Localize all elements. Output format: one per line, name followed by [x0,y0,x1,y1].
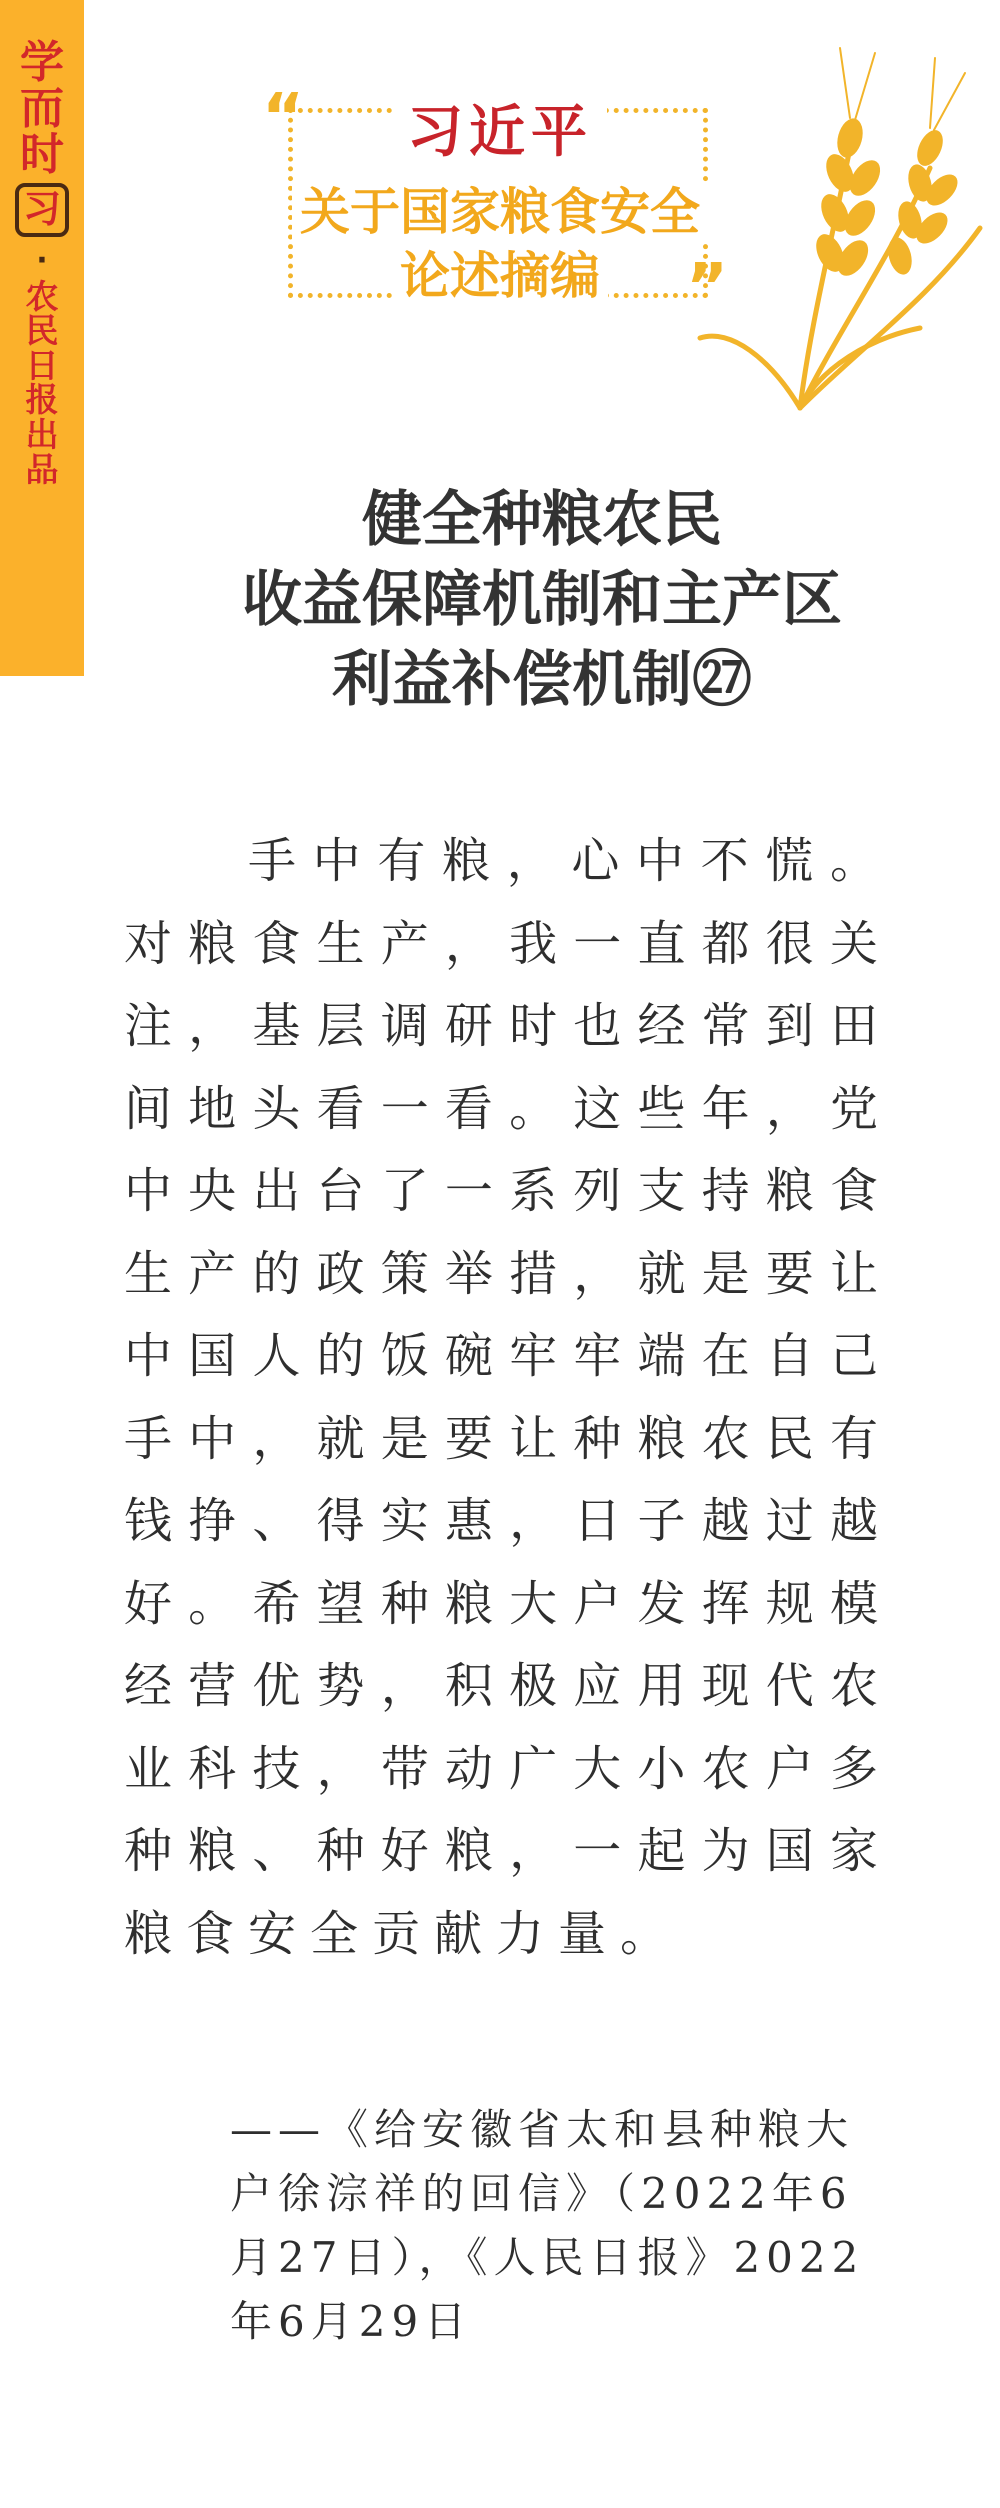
side-char: 时 [20,129,64,181]
side-char: 品 [25,449,59,489]
side-char: 出 [25,415,59,455]
side-char: 农 [25,276,59,316]
side-tab [0,0,84,676]
header-subtitle-line2 [240,236,760,308]
side-char: 民 [25,311,59,351]
side-char: 日 [25,345,59,385]
side-char: 报 [25,380,59,420]
wheat-ears-icon [690,28,990,428]
page-title [84,480,1000,720]
header-subtitle-line1 [240,172,760,244]
quote-paragraph: 手中有粮，心中不慌。对粮食生产，我一直都很关注，基层调研时也经常到田间地头看一看。这些年，党中央出台了一系列支持粮食生产的政策举措，就是要让中国人的饭碗牢牢端在自己手中，就是要让种粮农民有钱挣、得实惠，日子越过越好。希望种粮大户发挥规模经营优势，积极应用现代农业科技，带动广大小农户多种粮、种好粮，一起为国家粮食安全贡献力量。 [124,833,892,1962]
header-name-text: 习近平 [393,100,607,165]
quote-body [124,820,892,1975]
side-label [0,37,84,489]
title-line: 健全种粮农民 [362,485,722,555]
header-subtitle-text: 关于国家粮食安全 [292,183,708,241]
side-char: 而 [20,83,64,135]
side-xi-char: 习 [15,183,69,237]
title-line: 利益补偿机制㉗ [332,645,752,715]
header-subtitle-text: 论述摘编 [392,247,608,305]
side-separator: · [36,242,48,278]
open-quote-icon: “ [262,81,305,155]
side-char: 学 [20,37,64,88]
source-citation: ——《给安徽省太和县种粮大户徐淙祥的回信》（2022年6月27日），《人民日报》2022年6月29日 [230,2105,865,2346]
header-name [240,81,760,168]
close-quote-icon: ” [686,251,729,325]
title-line: 收益保障机制和主产区 [242,565,842,635]
